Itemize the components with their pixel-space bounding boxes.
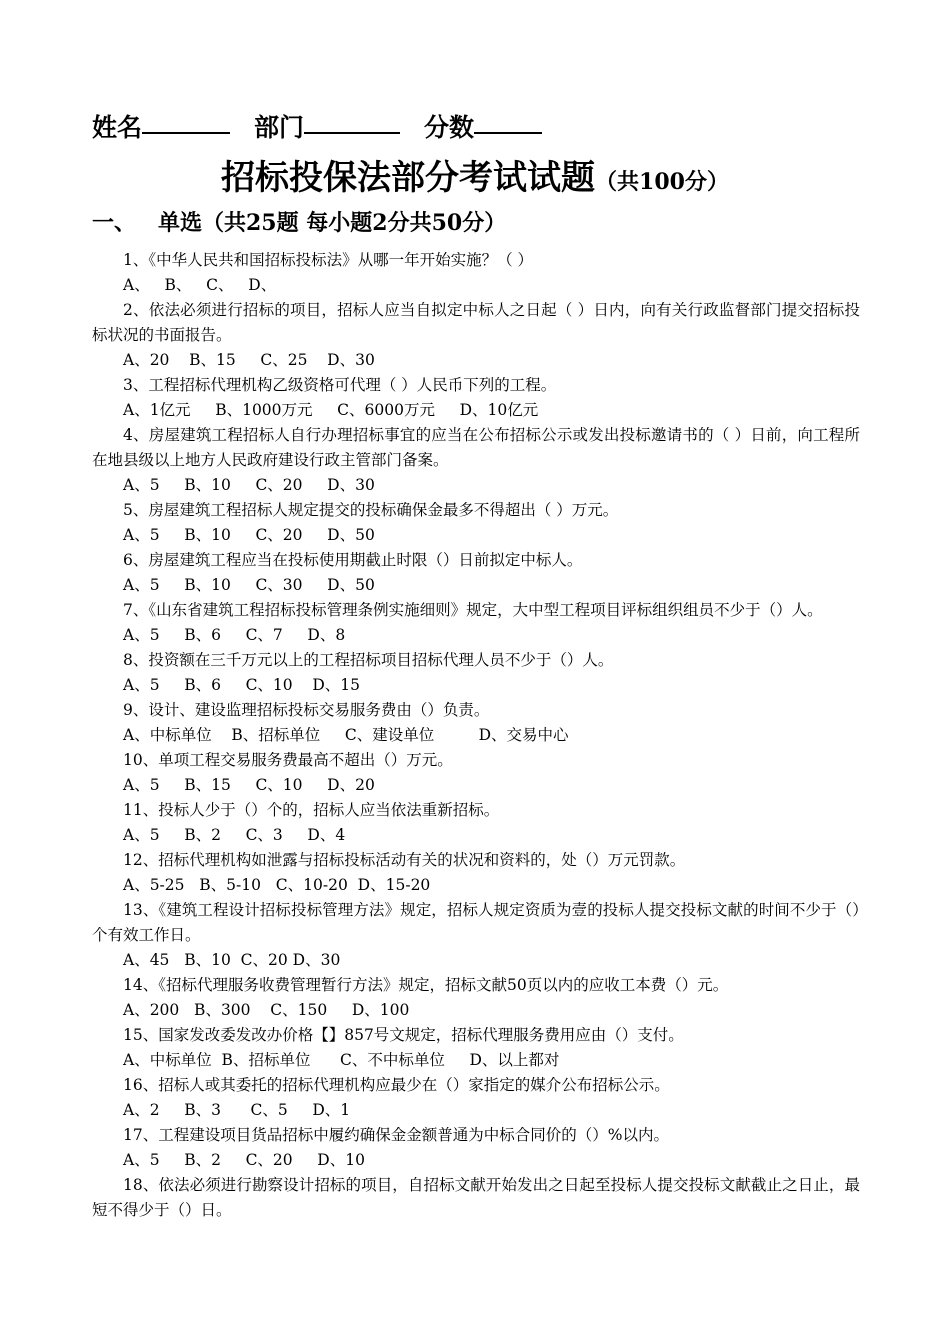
question-text: 1、《中华人民共和国招标投标法》从哪一年开始实施？（ ） (123, 251, 534, 269)
exam-header (92, 108, 542, 144)
question-text: 18、依法必须进行勘察设计招标的项目，自招标文献开始发出之日起至投标人提交投标文献截止之日止，最短不得少于（）日。 (92, 1176, 860, 1219)
question-options: A、 B、 C、 D、 (123, 276, 277, 294)
section-heading (92, 206, 506, 237)
question-options: A、5 B、6 C、10 D、15 (123, 676, 361, 694)
question-options: A、45 B、10 C、20 D、30 (123, 951, 341, 969)
question-text: 6、房屋建筑工程应当在投标使用期截止时限（）日前拟定中标人。 (123, 551, 583, 569)
score-label: 分数 (424, 113, 475, 142)
name-label: 姓名 (92, 113, 143, 142)
question-options: A、5 B、10 C、30 D、50 (123, 576, 375, 594)
question-options: A、20 B、15 C、25 D、30 (123, 351, 375, 369)
title-total-score: （共100分） (595, 169, 729, 195)
question-options: A、中标单位 B、招标单位 C、建设单位 D、交易中心 (123, 726, 569, 744)
question-text: 13、《建筑工程设计招标投标管理方法》规定，招标人规定资质为壹的投标人提交投标文献的时间不少于（）个有效工作日。 (92, 901, 860, 944)
question-text: 15、国家发改委发改办价格【】857号文规定，招标代理服务费用应由（）支付。 (123, 1026, 684, 1044)
question-text: 9、设计、建设监理招标投标交易服务费由（）负责。 (123, 701, 490, 719)
question-list (92, 248, 860, 1223)
question-text: 3、工程招标代理机构乙级资格可代理（ ）人民币下列的工程。 (123, 376, 557, 394)
question-options: A、5 B、15 C、10 D、20 (123, 776, 375, 794)
exam-title (0, 150, 950, 199)
name-blank (142, 130, 230, 134)
question-options: A、2 B、3 C、5 D、1 (123, 1101, 351, 1119)
question-options: A、1亿元 B、1000万元 C、6000万元 D、10亿元 (123, 401, 539, 419)
question-options: A、200 B、300 C、150 D、100 (123, 1001, 410, 1019)
question-text: 7、《山东省建筑工程招标投标管理条例实施细则》规定，大中型工程项目评标组织组员不少于（）人。 (123, 601, 823, 619)
score-blank (474, 130, 542, 134)
question-text: 12、招标代理机构如泄露与招标投标活动有关的状况和资料的，处（）万元罚款。 (123, 851, 686, 869)
question-text: 11、投标人少于（）个的，招标人应当依法重新招标。 (123, 801, 500, 819)
section-label: 单选（共25题 每小题2分共50分） (158, 210, 507, 236)
question-options: A、5 B、10 C、20 D、30 (123, 476, 375, 494)
department-label: 部门 (254, 113, 305, 142)
question-text: 2、依法必须进行招标的项目，招标人应当自拟定中标人之日起（ ）日内，向有关行政监督部门提交招标投标状况的书面报告。 (92, 301, 860, 344)
question-options: A、5 B、2 C、20 D、10 (123, 1151, 365, 1169)
question-text: 16、招标人或其委托的招标代理机构应最少在（）家指定的媒介公布招标公示。 (123, 1076, 670, 1094)
question-text: 4、房屋建筑工程招标人自行办理招标事宜的应当在公布招标公示或发出投标邀请书的（ ）日前，向工程所在地县级以上地方人民政府建设行政主管部门备案。 (92, 426, 860, 469)
question-text: 10、单项工程交易服务费最高不超出（）万元。 (123, 751, 453, 769)
question-text: 8、投资额在三千万元以上的工程招标项目招标代理人员不少于（）人。 (123, 651, 614, 669)
department-blank (304, 130, 400, 134)
question-options: A、5 B、6 C、7 D、8 (123, 626, 346, 644)
question-text: 14、《招标代理服务收费管理暂行方法》规定，招标文献50页以内的应收工本费（）元。 (123, 976, 729, 994)
question-options: A、5 B、2 C、3 D、4 (123, 826, 346, 844)
question-options: A、5 B、10 C、20 D、50 (123, 526, 375, 544)
question-text: 17、工程建设项目货品招标中履约确保金金额普通为中标合同价的（）%以内。 (123, 1126, 669, 1144)
section-number: 一、 (92, 210, 137, 236)
question-options: A、中标单位 B、招标单位 C、不中标单位 D、以上都对 (123, 1051, 560, 1069)
title-main: 招标投保法部分考试试题 (221, 158, 596, 198)
question-text: 5、房屋建筑工程招标人规定提交的投标确保金最多不得超出（ ）万元。 (123, 501, 619, 519)
question-options: A、5-25 B、5-10 C、10-20 D、15-20 (123, 876, 431, 894)
